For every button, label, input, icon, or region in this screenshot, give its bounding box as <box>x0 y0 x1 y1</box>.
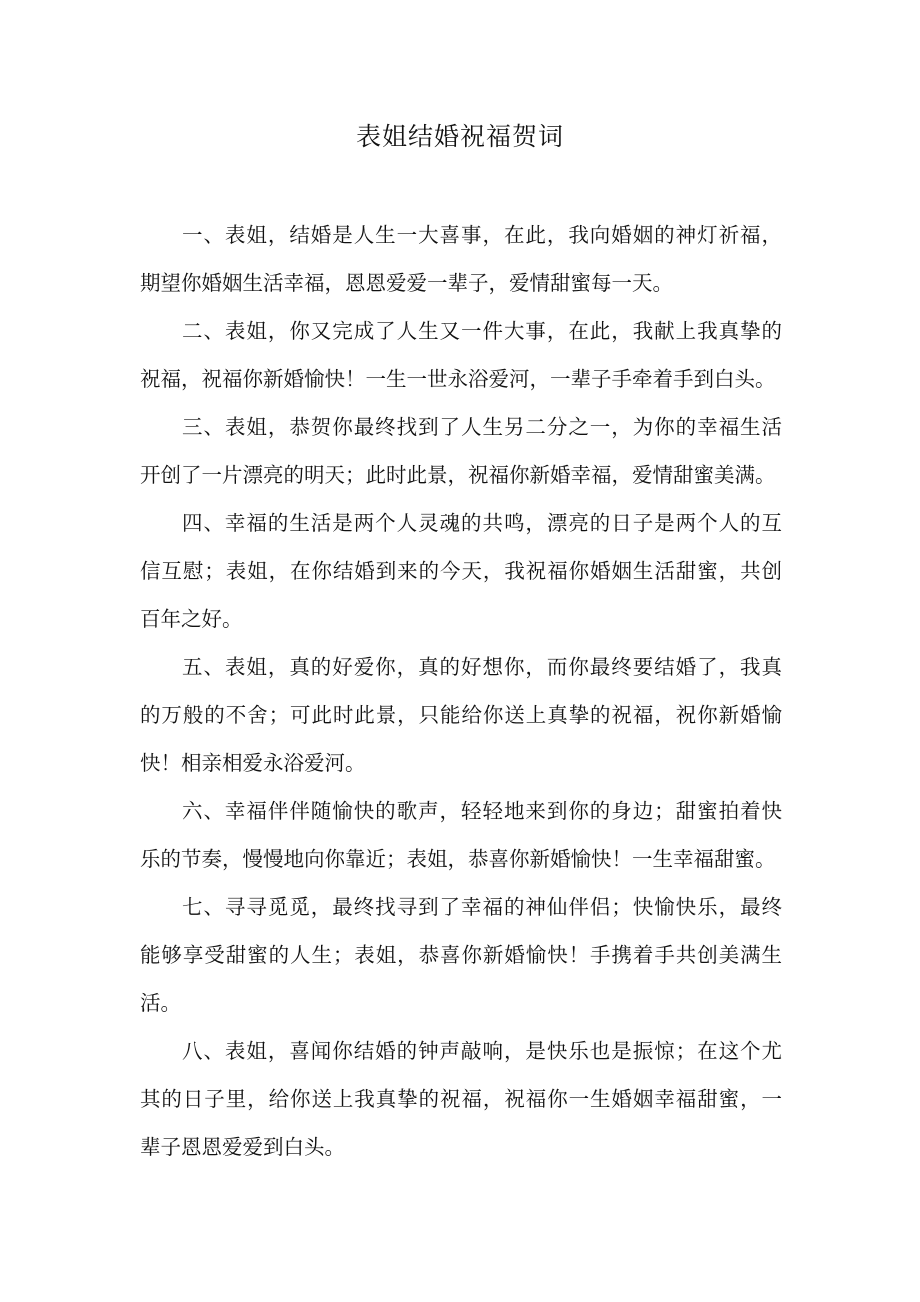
paragraph <box>140 1027 782 1171</box>
paragraph <box>140 211 782 307</box>
paragraph-line: 能够享受甜蜜的人生；表姐，恭喜你新婚愉快！手携着手共创美满生 <box>140 943 782 967</box>
paragraph-line: 七、寻寻觅觅，最终找寻到了幸福的神仙伴侣；快愉快乐，最终 <box>182 895 782 919</box>
paragraph-line: 八、表姐，喜闻你结婚的钟声敲响，是快乐也是振惊；在这个尤 <box>182 1039 782 1063</box>
document-title: 表姐结婚祝福贺词 <box>355 122 564 151</box>
paragraph-line: 活。 <box>140 991 181 1015</box>
paragraph-line: 百年之好。 <box>140 607 243 631</box>
paragraph-line: 四、幸福的生活是两个人灵魂的共鸣，漂亮的日子是两个人的互 <box>182 511 782 535</box>
paragraph-line: 其的日子里，给你送上我真挚的祝福，祝福你一生婚姻幸福甜蜜，一 <box>140 1087 782 1111</box>
paragraph-line: 期望你婚姻生活幸福，恩恩爱爱一辈子，爱情甜蜜每一天。 <box>140 271 673 295</box>
paragraph <box>140 643 782 787</box>
document-body <box>140 211 782 1171</box>
paragraph <box>140 499 782 643</box>
paragraph-line: 五、表姐，真的好爱你，真的好想你，而你最终要结婚了，我真 <box>182 655 782 679</box>
paragraph-line: 六、幸福伴伴随愉快的歌声，轻轻地来到你的身边；甜蜜拍着快 <box>182 799 782 823</box>
paragraph <box>140 787 782 883</box>
paragraph <box>140 403 782 499</box>
paragraph <box>140 883 782 1027</box>
paragraph-line: 开创了一片漂亮的明天；此时此景，祝福你新婚幸福，爱情甜蜜美满。 <box>140 463 776 487</box>
paragraph-line: 一、表姐，结婚是人生一大喜事，在此，我向婚姻的神灯祈福， <box>182 223 782 247</box>
paragraph-line: 二、表姐，你又完成了人生又一件大事，在此，我献上我真挚的 <box>182 319 782 343</box>
paragraph-line: 乐的节奏，慢慢地向你靠近；表姐，恭喜你新婚愉快！一生幸福甜蜜。 <box>140 847 776 871</box>
paragraph-line: 辈子恩恩爱爱到白头。 <box>140 1135 345 1159</box>
paragraph-line: 信互慰；表姐，在你结婚到来的今天，我祝福你婚姻生活甜蜜，共创 <box>140 559 782 583</box>
paragraph-line: 祝福，祝福你新婚愉快！一生一世永浴爱河，一辈子手牵着手到白头。 <box>140 367 776 391</box>
paragraph-line: 三、表姐，恭贺你最终找到了人生另二分之一，为你的幸福生活 <box>182 415 782 439</box>
paragraph <box>140 307 782 403</box>
paragraph-line: 快！相亲相爱永浴爱河。 <box>140 751 366 775</box>
paragraph-line: 的万般的不舍；可此时此景，只能给你送上真挚的祝福，祝你新婚愉 <box>140 703 782 727</box>
